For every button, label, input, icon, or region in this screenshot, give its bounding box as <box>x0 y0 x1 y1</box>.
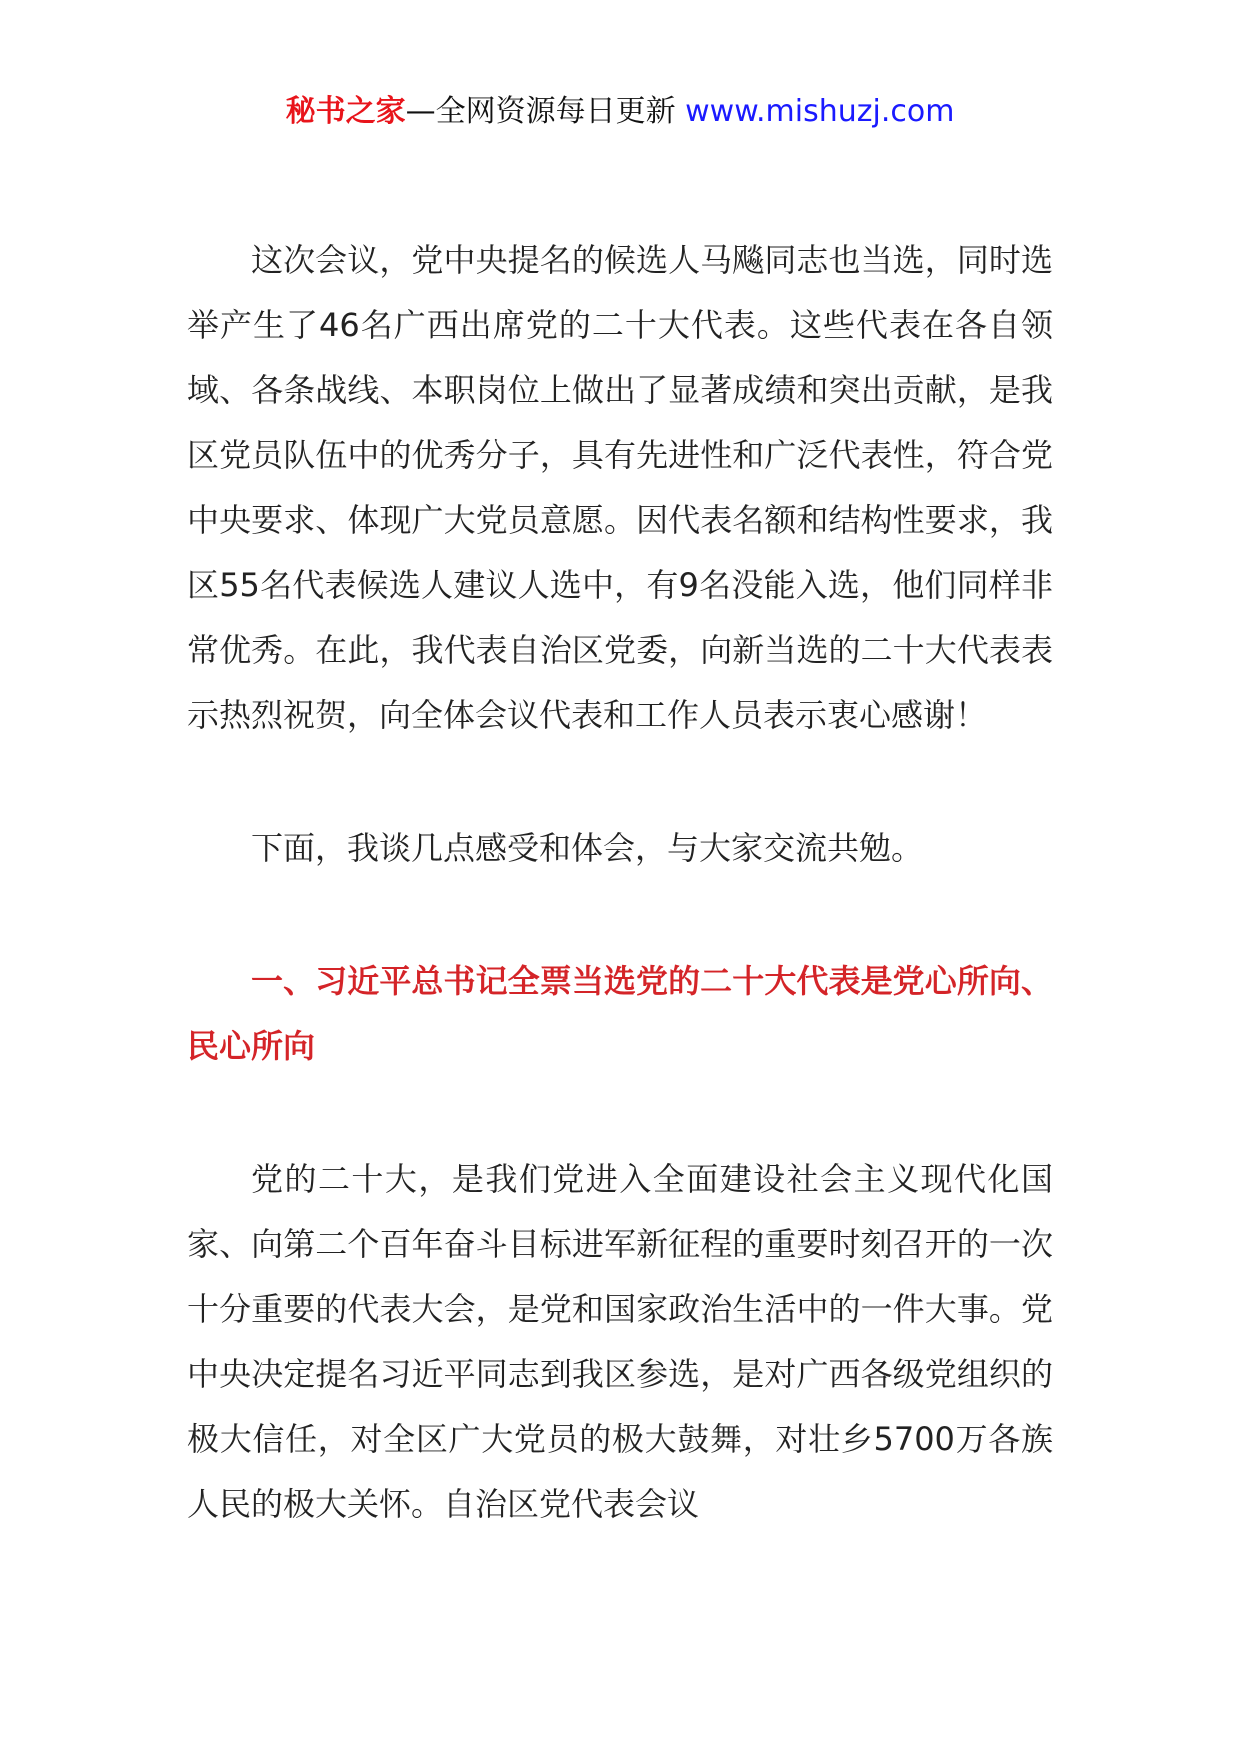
document-body <box>187 228 1053 1537</box>
paragraph-gap <box>187 748 1053 816</box>
paragraph: 党的二十大，是我们党进入全面建设社会主义现代化国家、向第二个百年奋斗目标进军新征程的重要时刻召开的一次十分重要的代表大会，是党和国家政治生活中的一件大事。党中央决定提名习近平同志到我区参选，是对广西各级党组织的极大信任，对全区广大党员的极大鼓舞，对壮乡5700万各族人民的极大关怀。自治区党代表会议 <box>187 1160 1053 1523</box>
section-heading: 一、习近平总书记全票当选党的二十大代表是党心所向、民心所向 <box>187 962 1053 1065</box>
paragraph-gap <box>187 1079 1053 1147</box>
site-header <box>0 92 1240 132</box>
site-brand: 秘书之家 <box>285 94 406 129</box>
paragraph: 下面，我谈几点感受和体会，与大家交流共勉。 <box>251 829 924 867</box>
paragraph: 这次会议，党中央提名的候选人马飚同志也当选，同时选举产生了46名广西出席党的二十大代表。这些代表在各自领域、各条战线、本职岗位上做出了显著成绩和突出贡献，是我区党员队伍中的优秀分子，具有先进性和广泛代表性，符合党中央要求、体现广大党员意愿。因代表名额和结构性要求，我区55名代表候选人建议人选中，有9名没能入选，他们同样非常优秀。在此，我代表自治区党委，向新当选的二十大代表表示热烈祝贺，向全体会议代表和工作人员表示衷心感谢！ <box>187 241 1053 734</box>
paragraph-gap <box>187 881 1053 949</box>
site-url-link[interactable]: www.mishuzj.com <box>685 94 955 129</box>
site-tagline: —全网资源每日更新 <box>405 94 676 129</box>
